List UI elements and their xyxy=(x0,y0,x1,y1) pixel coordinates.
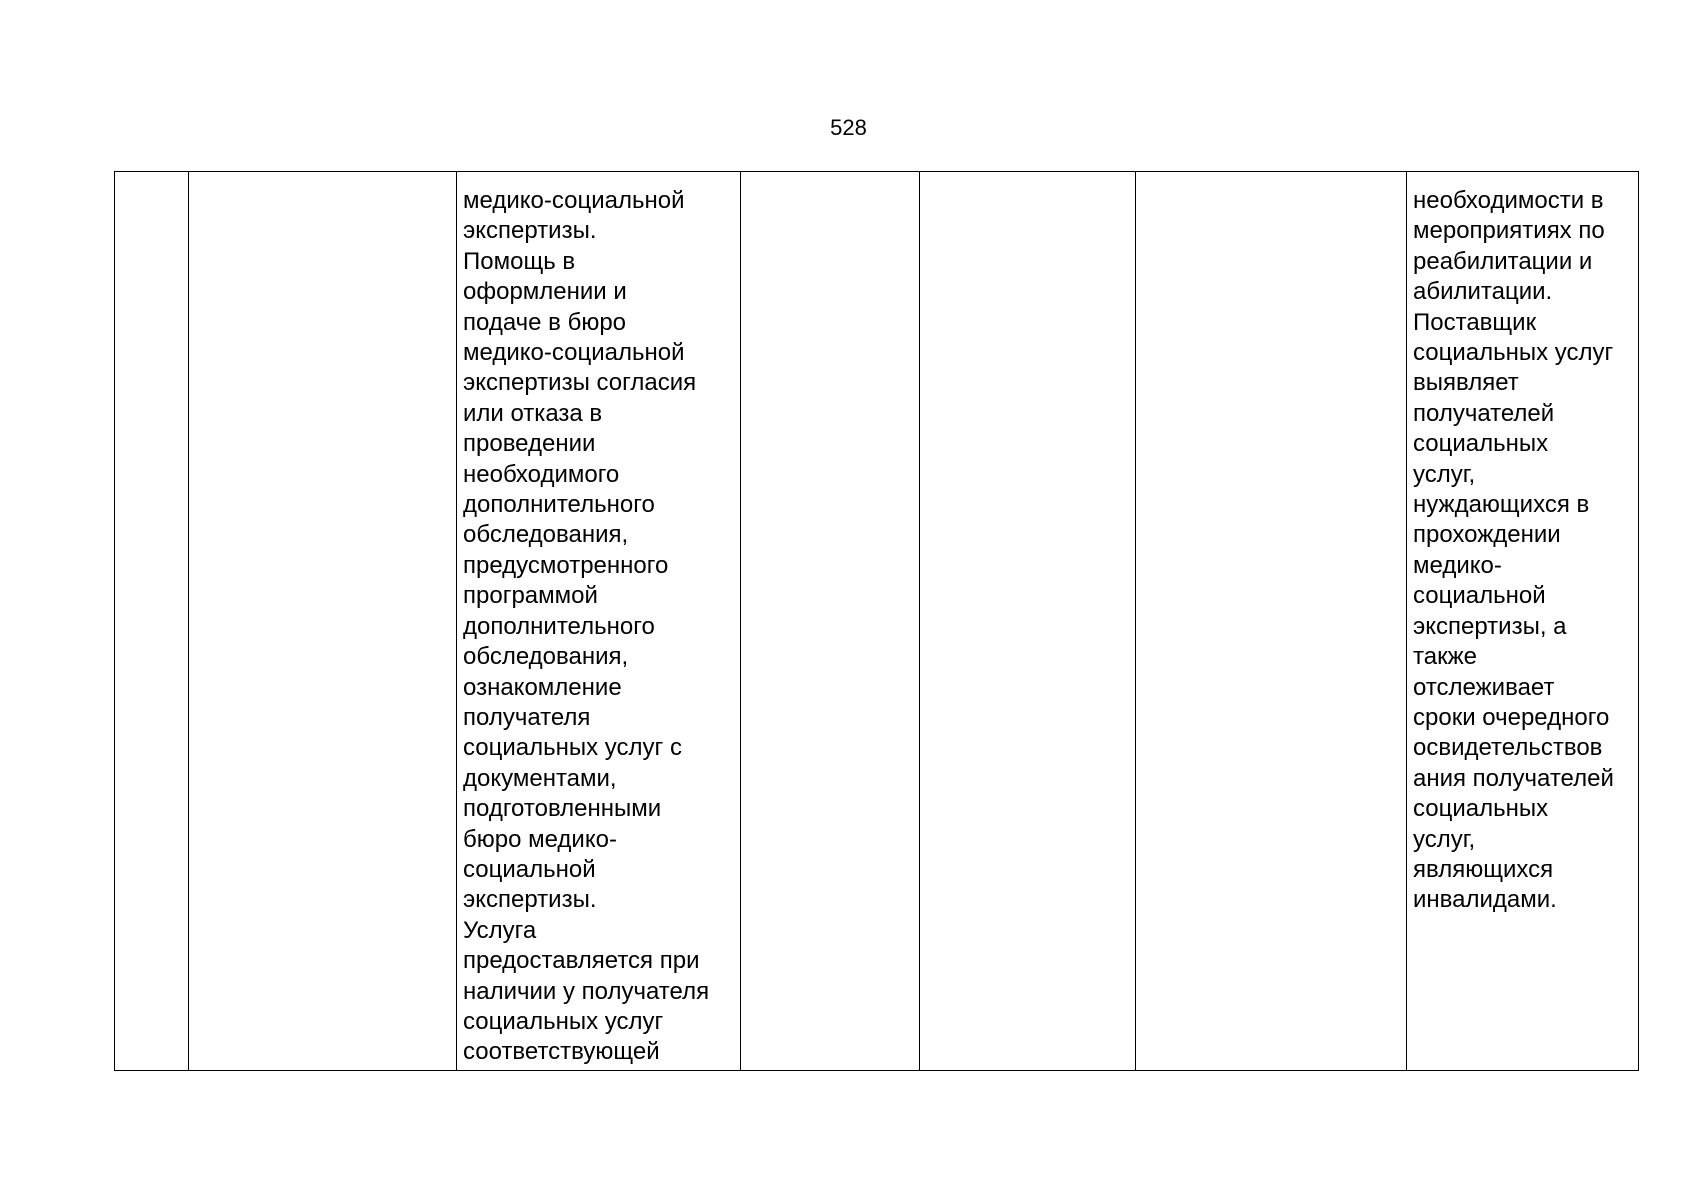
services-table xyxy=(114,171,1639,1071)
table-cell-number xyxy=(115,172,189,1071)
table-cell-service-name xyxy=(189,172,457,1071)
table-cell-col6 xyxy=(1136,172,1407,1071)
page-number: 528 xyxy=(830,115,867,140)
table-cell-conditions: необходимости в мероприятиях по реабилитации и абилитации. Поставщик социальных услуг выявляет получателей социальных услуг, нуждающихся в прохождении медико- социальной экспертизы, а также отслеживает сроки очередного освидетельствов ания получателей социальных услуг, являющихся инвалидами. xyxy=(1407,172,1639,1071)
table-cell-col5 xyxy=(920,172,1136,1071)
table-cell-col4 xyxy=(741,172,920,1071)
table-row xyxy=(115,172,1639,1071)
table-cell-service-description: медико-социальной экспертизы. Помощь в оформлении и подаче в бюро медико-социальной экспертизы согласия или отказа в проведении необходимого дополнительного обследования, предусмотренного программой дополнительного обследования, ознакомление получателя социальных услуг с документами, подготовленными бюро медико- социальной экспертизы. Услуга предоставляется при наличии у получателя социальных услуг соответствующей xyxy=(457,172,741,1071)
